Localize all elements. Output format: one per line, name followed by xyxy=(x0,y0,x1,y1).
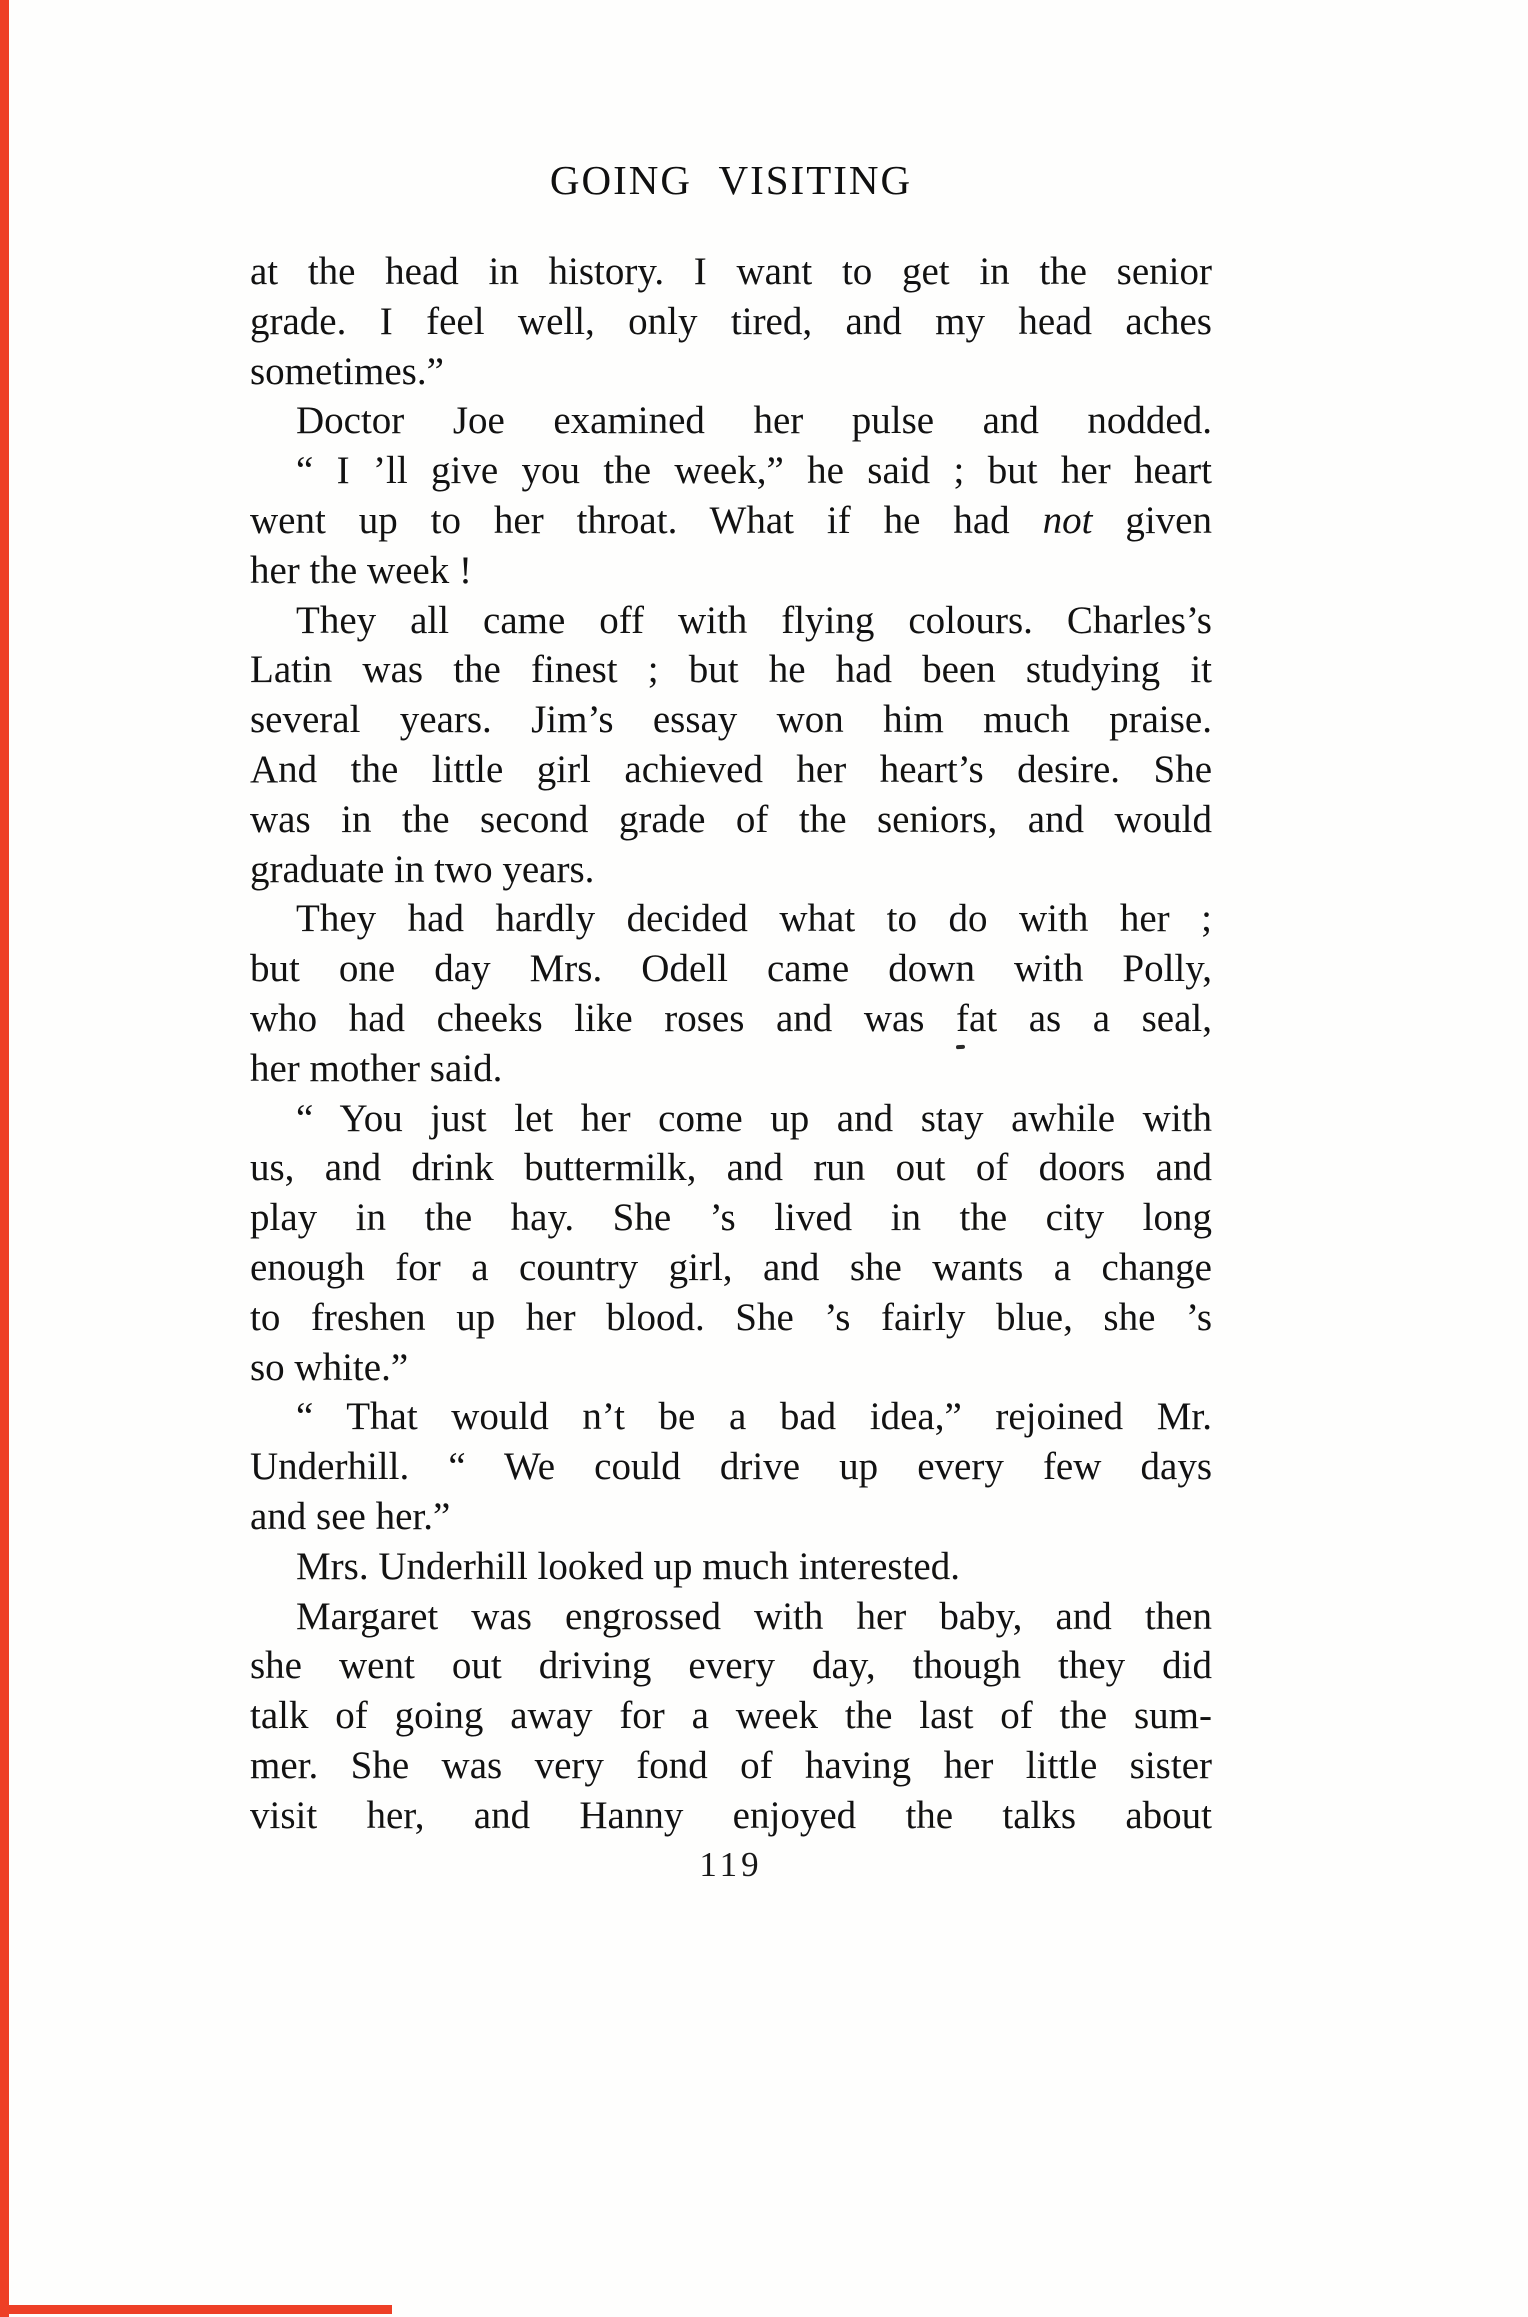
text-line: who had cheeks like roses and was fat as a seal, xyxy=(250,996,1212,1040)
text-line: us, and drink buttermilk, and run out of doors and xyxy=(250,1146,1212,1190)
text-line: Doctor Joe examined her pulse and nodded. xyxy=(296,399,1212,443)
text-line: her mother said. xyxy=(250,1046,503,1090)
text-line: “ I ’ll give you the week,” he said ; but her heart xyxy=(296,449,1212,493)
text-line: graduate in two years. xyxy=(250,847,595,891)
text-line: And the little girl achieved her heart’s desire. She xyxy=(250,747,1212,791)
text-line: They had hardly decided what to do with her ; xyxy=(296,897,1212,941)
text-segment: given xyxy=(1092,498,1212,542)
page-number: 119 xyxy=(699,1845,763,1884)
text-line: was in the second grade of the seniors, and would xyxy=(250,797,1212,841)
text-line: They all came off with flying colours. Charles’s xyxy=(296,598,1212,642)
text-line: enough for a country girl, and she wants a change xyxy=(250,1245,1212,1289)
body-text xyxy=(250,247,1212,1841)
text-line: play in the hay. She ’s lived in the city long xyxy=(250,1196,1212,1240)
text-line: and see her.” xyxy=(250,1494,451,1538)
text-line: at the head in history. I want to get in the senior xyxy=(250,250,1212,293)
italic-word: not xyxy=(1042,498,1093,542)
text-line: “ That would n’t be a bad idea,” rejoined Mr. xyxy=(296,1395,1212,1439)
text-line: but one day Mrs. Odell came down with Polly, xyxy=(250,947,1212,991)
text-line: Mrs. Underhill looked up much interested. xyxy=(296,1544,960,1588)
text-line: to freshen up her blood. She ’s fairly blue, she ’s xyxy=(250,1295,1212,1339)
text-line: sometimes.” xyxy=(250,349,444,393)
text-line: “ You just let her come up and stay awhile with xyxy=(296,1096,1212,1140)
text-line: Underhill. “ We could drive up every few days xyxy=(250,1445,1212,1489)
text-line: talk of going away for a week the last of the sum- xyxy=(250,1694,1212,1738)
text-line xyxy=(250,496,1212,546)
text-line: Latin was the finest ; but he had been studying it xyxy=(250,648,1212,692)
text-line: visit her, and Hanny enjoyed the talks about xyxy=(250,1793,1212,1837)
text-line: several years. Jim’s essay won him much praise. xyxy=(250,698,1212,742)
text-line: so white.” xyxy=(250,1345,409,1389)
text-line: mer. She was very fond of having her little sister xyxy=(250,1743,1212,1787)
text-line: she went out driving every day, though they did xyxy=(250,1644,1212,1688)
scan-speck xyxy=(956,1045,965,1050)
text-line: grade. I feel well, only tired, and my head aches xyxy=(250,299,1212,343)
text-line: her the week ! xyxy=(250,548,472,592)
scan-edge-bottom-strip xyxy=(0,2305,392,2314)
text-line: Margaret was engrossed with her baby, and then xyxy=(296,1594,1212,1638)
chapter-running-header: GOING VISITING xyxy=(549,157,913,203)
text-segment: went up to her throat. What if he had xyxy=(250,498,1043,542)
scan-edge-left-strip xyxy=(0,0,9,2317)
